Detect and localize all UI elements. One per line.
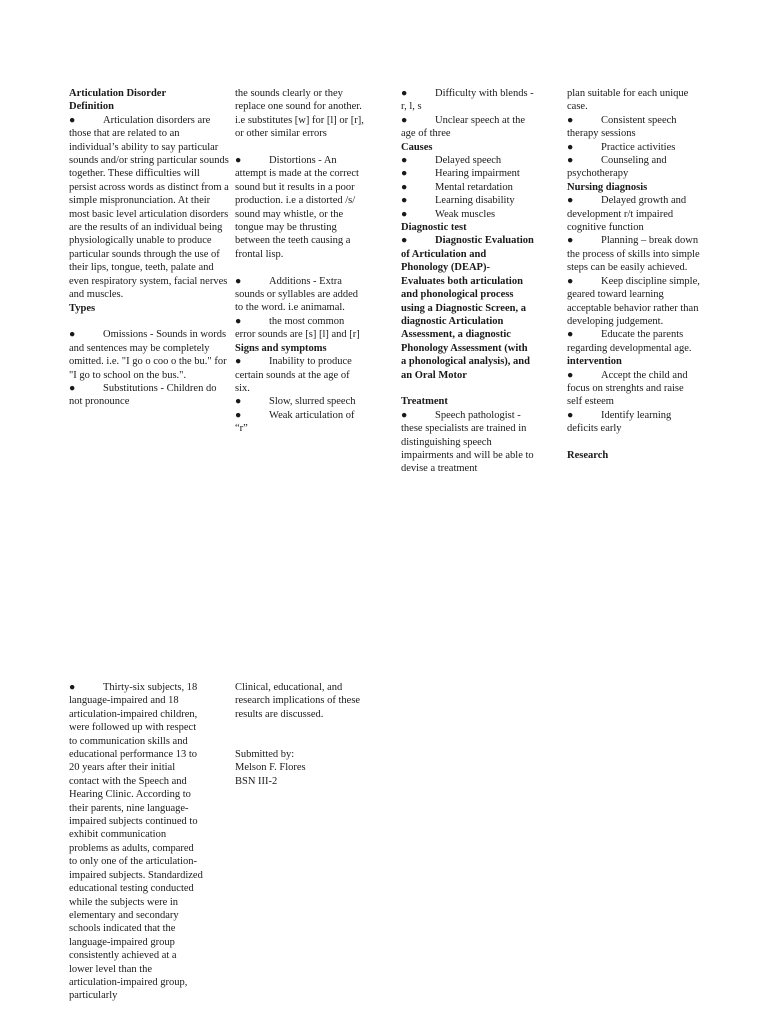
column-2 <box>235 87 367 436</box>
treatment-item: ● Consistent speech therapy sessions <box>567 114 677 140</box>
cause-item: ● Delayed speech <box>401 155 502 167</box>
intervention-item: ● Accept the child and focus on strenghts and raise self esteem <box>567 369 688 408</box>
nursing-item: ● Delayed growth and development r/t impaired cognitive function <box>567 195 687 234</box>
heading-signs-symptoms: Signs and symptoms <box>235 342 327 354</box>
common-errors: ● the most common error sounds are [s] [l] and [r] <box>235 315 360 341</box>
cause-item: ● Learning disability <box>401 195 515 207</box>
bullet-icon: ● <box>235 396 242 408</box>
bullet-icon: ● <box>401 181 408 193</box>
treatment-continued: plan suitable for each unique case. <box>567 88 689 113</box>
bullet-icon: ● <box>69 382 76 394</box>
author-name: Melson F. Flores <box>235 762 306 774</box>
type-substitutions: ● Substitutions - Children do not pronounce <box>69 382 217 408</box>
heading-definition: Definition <box>69 101 114 113</box>
bullet-icon: ● <box>401 208 408 220</box>
bullet-icon: ● <box>567 141 574 153</box>
cause-item: ● Weak muscles <box>401 208 496 220</box>
bullet-icon: ● <box>235 315 242 327</box>
bullet-icon: ● <box>69 114 76 126</box>
heading-research: Research <box>567 449 609 461</box>
column-1 <box>69 87 229 409</box>
definition-paragraph <box>69 114 229 302</box>
heading-treatment: Treatment <box>401 396 448 408</box>
sign-item: ● Slow, slurred speech <box>235 396 356 408</box>
sign-item: ● Inability to produce certain sounds at the age of six. <box>235 356 352 394</box>
substitutions-continued: the sounds clearly or they replace one sound for another. i.e substitutes [w] for [l] or [r], or other similar errors <box>235 88 364 140</box>
bullet-icon: ● <box>401 155 408 167</box>
heading-causes: Causes <box>401 141 433 153</box>
bullet-icon: ● <box>235 155 242 167</box>
sign-item: ● Weak articulation of “r” <box>235 409 355 435</box>
type-distortions: ● Distortions - An attempt is made at the correct sound but it results in a poor production. i.e a distorted /s/ sound may whistle, or the tongue may be thrusting between the teeth causing a frontal lisp. <box>235 155 359 260</box>
cause-item: ● Mental retardation <box>401 181 513 193</box>
column-4 <box>567 87 701 462</box>
sign-item: ● Unclear speech at the age of three <box>401 114 526 140</box>
heading-articulation-disorder: Articulation Disorder <box>69 88 167 99</box>
intervention-item: ● Identify learning deficits early <box>567 409 672 435</box>
nursing-item: ● Educate the parents regarding developmental age. <box>567 329 692 354</box>
cause-item: ● Hearing impairment <box>401 168 520 180</box>
bullet-icon: ● <box>567 155 574 167</box>
sign-item: ● Difficulty with blends - r, l, s <box>401 88 534 113</box>
treatment-item: ● Practice activities <box>567 141 676 153</box>
bullet-icon: ● <box>567 195 574 207</box>
bullet-icon: ● <box>401 88 408 99</box>
heading-types: Types <box>69 302 96 314</box>
bullet-icon: ● <box>69 329 76 341</box>
bullet-icon: ● <box>567 235 574 247</box>
type-additions: ● Additions - Extra sounds or syllables are added to the word. i.e animamal. <box>235 275 359 314</box>
bullet-icon: ● <box>567 409 574 421</box>
diagnostic-text: ● Diagnostic Evaluation of Articulation and Phonology (DEAP)- Evaluates both articulation and phonological process using a Diagnostic Screen, a diagnostic Articulation Assessment, a diagnostic Phonology Assessment (with a phonological analysis), and an Oral Motor <box>401 235 534 381</box>
author-section: BSN III-2 <box>235 775 278 787</box>
nursing-item: ● Keep discipline simple, geared toward learning acceptable behavior rather than developing judgement. <box>567 275 700 327</box>
treatment-text: ● Speech pathologist - these specialists are trained in distinguishing speech impairments and will be able to devise a treatment <box>401 409 534 475</box>
heading-nursing-diagnosis: Nursing diagnosis <box>567 181 648 193</box>
column-5 <box>69 681 203 1024</box>
research-paragraph: ● Thirty-six subjects, 18 language-impaired and 18 articulation-impaired children, were followed up with respect to communication skills and educational performance 13 to 20 years after their initial contact with the Speech and Hearing Clinic. According to their parents, nine language-impaired subjects continued to exhibit communication problems as adults, compared to only one of the articulation-impaired subjects. Standardized educational testing conducted while the subjects were in elementary and secondary schools indicated that the language-impaired group consistently achieved at a lower level than the articulation-impaired group, particularly <box>69 682 203 1002</box>
definition-text: Articulation disorders are those that are related to an individual’s ability to say particular sounds and/or string particular sounds together. These difficulties will persist across words as distinct from a simple mispronunciation. At their most basic level articulation disorders are the results of an individual being physiologically unable to produce particular sounds through the use of their lips, tongue, teeth, palate and even respiratory system, facial nerves and muscles. <box>69 114 229 301</box>
treatment-item: ● Counseling and psychotherapy <box>567 155 667 180</box>
type-omissions: ● Omissions - Sounds in words and sentences may be completely omitted. i.e. "I go o coo o the bu." for "I go to school on the bus.". <box>69 329 227 381</box>
bullet-icon: ● <box>401 168 408 180</box>
bullet-icon: ● <box>567 114 574 126</box>
bullet-icon: ● <box>401 114 408 126</box>
bullet-icon: ● <box>69 682 76 693</box>
heading-diagnostic-test: Diagnostic test <box>401 222 467 234</box>
bullet-icon: ● <box>401 235 408 247</box>
bullet-icon: ● <box>235 356 242 368</box>
submitted-by-label: Submitted by: <box>235 749 295 760</box>
column-6 <box>235 681 369 788</box>
heading-intervention: intervention <box>567 356 622 368</box>
bullet-icon: ● <box>401 195 408 207</box>
bullet-icon: ● <box>235 275 242 287</box>
bullet-icon: ● <box>567 329 574 341</box>
bullet-icon: ● <box>235 409 242 421</box>
column-3 <box>401 87 535 476</box>
implications-text: Clinical, educational, and research implications of these results are discussed. <box>235 682 361 720</box>
nursing-item: ● Planning – break down the process of skills into simple steps can be easily achieved. <box>567 235 700 274</box>
bullet-icon: ● <box>567 369 574 381</box>
bullet-icon: ● <box>567 275 574 287</box>
bullet-icon: ● <box>401 409 408 421</box>
